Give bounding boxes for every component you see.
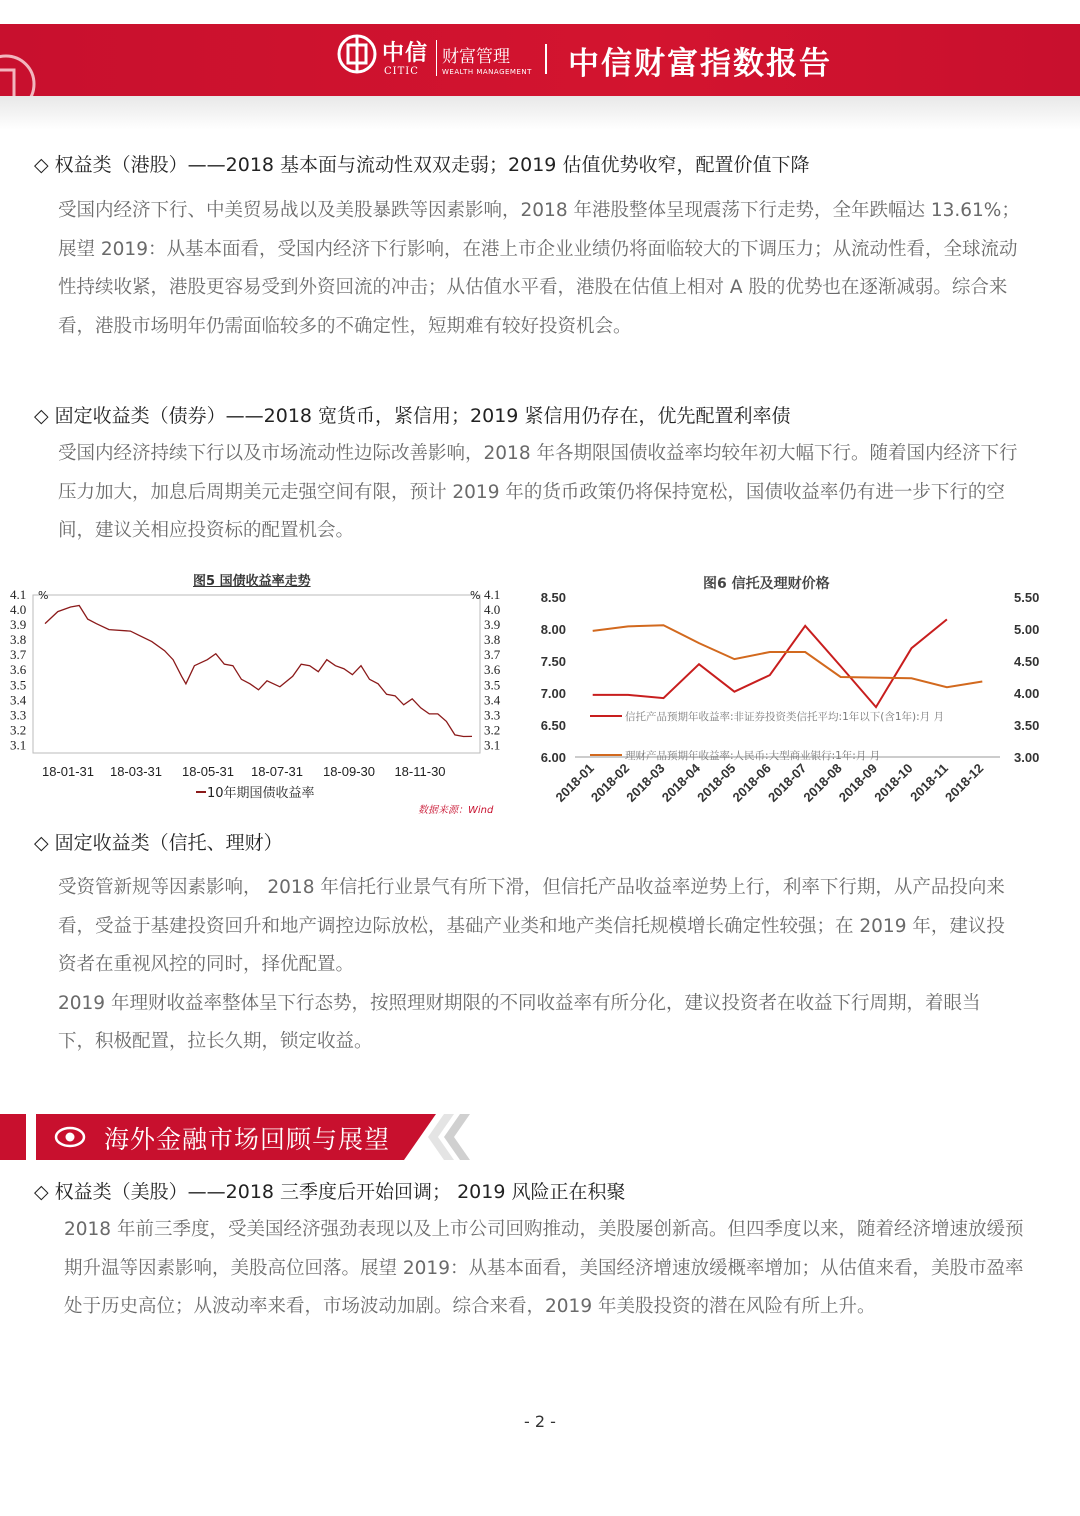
hk-equity-text: 受国内经济下行、中美贸易战以及美股暴跌等因素影响，2018 年港股整体呈现震荡下行走势，全年跌幅达 13.61%；展望 2019：从基本面看，受国内经济下行影响，在港上市企业业绩仍将面临较大的下调压力；从流动性看，全球流动性持续收紧，港股更容易受到外资回流的冲击；从估值水平看，港股在估值上相对 A 股的优势也在逐渐减弱。综合来看，港股市场明年仍需面临较多的不确定性，短期难有较好投资机会。 (58, 200, 1020, 337)
page-number: - 2 - (524, 1412, 556, 1431)
chart5-ytick-right: 3.9 (484, 617, 501, 633)
chart5-title: 图5 国债收益率走势 (193, 574, 311, 589)
trust-paragraph (58, 869, 1008, 1062)
report-header (0, 24, 1080, 96)
chart6-ytick-left: 8.50 (540, 590, 566, 605)
chart5-ytick-left: 3.6 (10, 662, 27, 678)
chart6-xtick: 2018-06 (729, 760, 774, 805)
bond-heading: ◇ 固定收益类（债券）——2018 宽货币，紧信用；2019 紧信用仍存在，优先配置利率债 (34, 405, 791, 427)
banner-red-block (0, 1114, 26, 1160)
hk-equity-heading: ◇ 权益类（港股）——2018 基本面与流动性双双走弱；2019 估值优势收窄，配置价值下降 (34, 154, 810, 176)
trust-text-2: 2019 年理财收益率整体呈下行态势，按照理财期限的不同收益率有所分化，建议投资者在收益下行周期，着眼当下，积极配置，拉长久期，锁定收益。 (58, 992, 981, 1052)
chart6-xtick: 2018-09 (835, 760, 881, 805)
header-shadow (0, 96, 1080, 130)
logo-chinese: 中信 (382, 40, 429, 66)
logo-divider (436, 40, 437, 76)
chart5-unit-left: % (38, 589, 49, 602)
chart6-ytick-right: 3.50 (1014, 718, 1040, 733)
chart6-ytick-right: 5.00 (1014, 622, 1040, 637)
logo-wealth-management-en: WEALTH MANAGEMENT (442, 68, 532, 76)
trust-text-1: 受资管新规等因素影响， 2018 年信托行业景气有所下滑，但信托产品收益率逆势上行，利率下行期，从产品投向来看，受益于基建投资回升和地产调控边际放松，基础产业类和地产类信托规模增长确定性较强；在 2019 年，建议投资者在重视风控的同时，择优配置。 (58, 877, 1005, 975)
chart5-xtick: 18-09-30 (322, 764, 376, 779)
us-equity-paragraph (64, 1211, 1032, 1327)
chart6-ytick-right: 5.50 (1014, 590, 1040, 605)
chart5-ytick-right: 3.8 (484, 632, 501, 648)
hk-equity-paragraph (58, 192, 1033, 346)
chart6-ytick-left: 7.00 (540, 686, 566, 701)
chart5-ytick-left: 3.7 (10, 647, 27, 663)
chart6-ytick-left: 8.00 (540, 622, 566, 637)
chart5-ytick-left: 3.8 (10, 632, 27, 648)
chart5-unit-right: % (470, 589, 481, 602)
us-equity-text: 2018 年前三季度，受美国经济强劲表现以及上市公司回购推动，美股屡创新高。但四季度以来，随着经济增速放缓预期升温等因素影响，美股高位回落。展望 2019：从基本面看，美国经济增速放缓概率增加；从估值来看，美股市盈率处于历史高位；从波动率来看，市场波动加剧。综合来看，2019 年美股投资的潜在风险有所上升。 (64, 1219, 1024, 1317)
chart5-xtick: 18-03-31 (109, 764, 163, 779)
chart6-legend-label-1: 信托产品预期年收益率:非证券投资类信托平均:1年以下(含1年):月 月 (625, 711, 945, 723)
chart6-series-line-2 (593, 625, 983, 687)
chart5-xtick: 18-05-31 (181, 764, 235, 779)
chart6-xtick: 2018-11 (907, 760, 951, 805)
chart5-source: 数据来源：Wind (418, 805, 494, 816)
chart6-xtick: 2018-04 (658, 760, 704, 805)
chart6-ytick-right: 3.00 (1014, 750, 1040, 765)
trust-heading: ◇ 固定收益类（信托、理财） (34, 832, 283, 854)
chart5-plot-frame (33, 595, 480, 753)
chart6-xtick: 2018-10 (871, 760, 916, 805)
chart5-ytick-right: 3.6 (484, 662, 501, 678)
chart5-ytick-left: 3.5 (10, 677, 27, 693)
chart5-ytick-right: 3.4 (484, 692, 501, 708)
chart5-ytick-right: 3.7 (484, 647, 501, 663)
chart5-ytick-left: 4.1 (10, 587, 27, 602)
chart6-xtick: 2018-05 (694, 760, 739, 805)
chart5-ytick-left: 3.9 (10, 617, 27, 633)
overseas-banner-title: 海外金融市场回顾与展望 (104, 1125, 391, 1154)
chart5-xtick: 18-07-31 (250, 764, 304, 779)
chart5-ytick-right: 3.2 (484, 722, 501, 738)
chart5-ytick-left: 3.4 (10, 692, 27, 708)
chart5-xtick: 18-11-30 (394, 764, 446, 779)
chart5-xtick: 18-01-31 (41, 764, 95, 779)
bond-text: 受国内经济持续下行以及市场流动性边际改善影响，2018 年各期限国债收益率均较年初大幅下行。随着国内经济下行压力加大，加息后周期美元走强空间有限，预计 2019 年的货币政策仍将保持宽松，国债收益率仍有进一步下行的空间，建议关相应投资标的配置机会。 (58, 443, 1018, 541)
chart5-ytick-right: 3.1 (484, 737, 501, 753)
chart6-xtick: 2018-08 (800, 760, 845, 805)
chart5-legend-label: 10年期国债收益率 (207, 786, 315, 801)
chart6-ytick-right: 4.00 (1014, 686, 1040, 701)
chart5-ytick-right: 4.0 (484, 602, 501, 618)
chart5-ytick-left: 3.3 (10, 707, 27, 723)
logo-english: CITIC (384, 66, 419, 77)
chart5-ytick-left: 4.0 (10, 602, 27, 618)
chart6-trust-wealth-yield (520, 585, 1080, 830)
chart6-ytick-right: 4.50 (1014, 654, 1040, 669)
eye-icon (54, 1123, 86, 1151)
chart6-xtick: 2018-12 (942, 760, 987, 805)
chart6-legend-label-2: 理财产品预期年收益率:人民币:大型商业银行:1年:月 月 (625, 750, 881, 762)
chart6-xtick: 2018-07 (764, 760, 810, 805)
chart6-xtick: 2018-01 (552, 760, 597, 805)
chart5-ytick-right: 4.1 (484, 587, 501, 602)
logo-wealth-management: 财富管理 (442, 47, 510, 67)
chart5-ytick-left: 3.2 (10, 722, 27, 738)
chart6-series-line-1 (593, 619, 947, 707)
chart5-ytick-right: 3.3 (484, 707, 501, 723)
chart6-xtick: 2018-03 (623, 760, 668, 805)
chart6-ytick-left: 6.50 (540, 718, 566, 733)
citic-logo-icon (337, 34, 377, 74)
chart6-ytick-left: 6.00 (540, 750, 566, 765)
chart5-series-line (45, 606, 472, 737)
chart5-ytick-left: 3.1 (10, 737, 27, 753)
chart6-ytick-left: 7.50 (540, 654, 566, 669)
overseas-section-banner (0, 1114, 470, 1160)
chart6-xtick: 2018-02 (587, 760, 633, 805)
chart5-ytick-right: 3.5 (484, 677, 501, 693)
report-title: 中信财富指数报告 (568, 46, 832, 82)
title-divider (545, 44, 547, 74)
chart5-treasury-yield (0, 585, 520, 820)
chevron-decoration-icon (428, 1114, 472, 1160)
us-equity-heading: ◇ 权益类（美股）——2018 三季度后开始回调； 2019 风险正在积聚 (34, 1181, 626, 1203)
bond-paragraph (58, 435, 1033, 551)
chart6-title: 图6 信托及理财价格 (703, 576, 830, 592)
